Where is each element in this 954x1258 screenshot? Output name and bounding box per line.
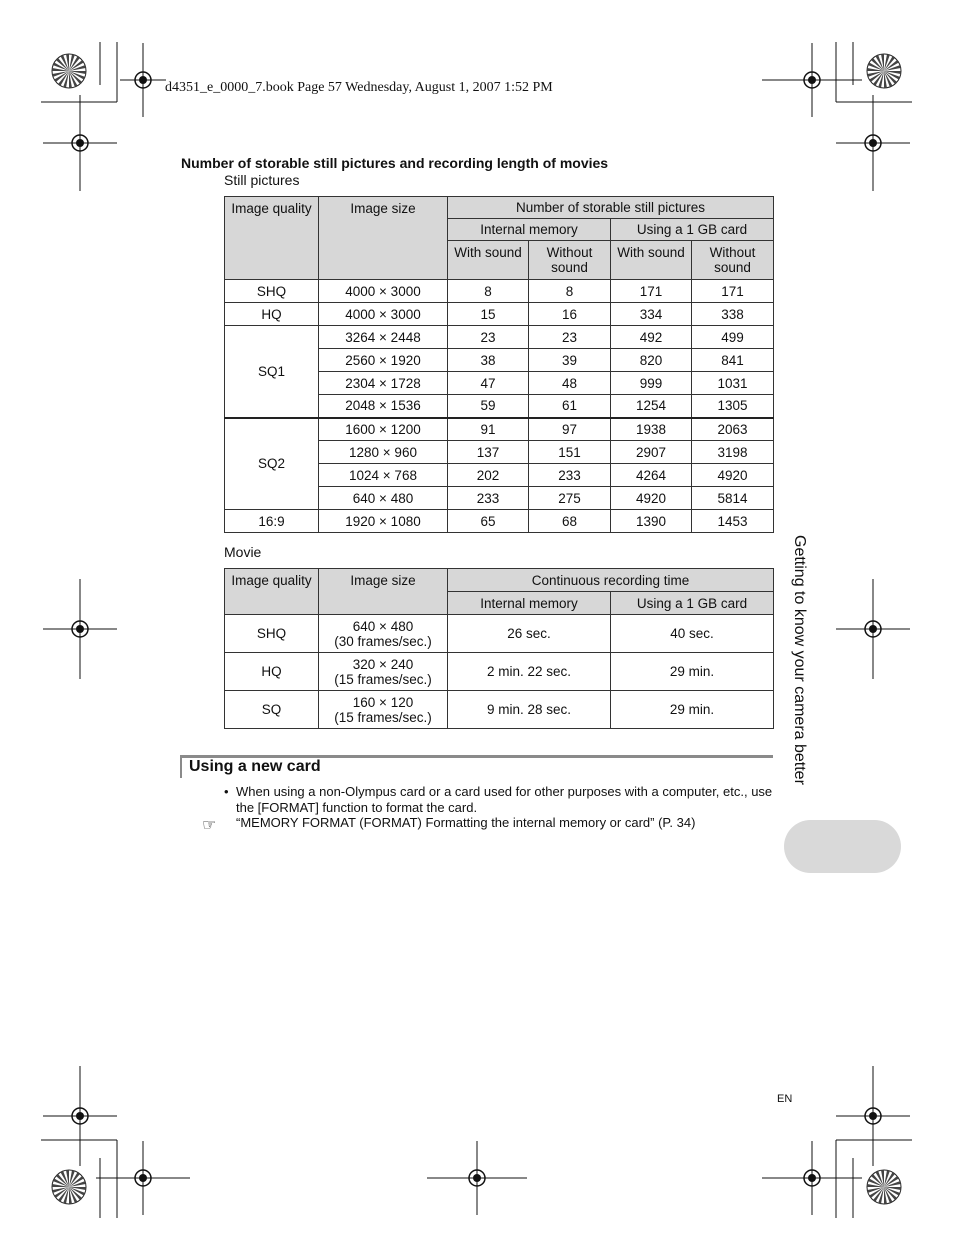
cell-count: 48 — [529, 372, 611, 395]
col-header-with-sound: With sound — [611, 241, 692, 280]
cell-count: 1031 — [692, 372, 774, 395]
cell-count: 1390 — [611, 510, 692, 533]
col-header-continuous-time: Continuous recording time — [448, 569, 774, 592]
cell-count: 1254 — [611, 395, 692, 418]
section-rule-marker — [180, 758, 182, 778]
cell-count: 15 — [448, 303, 529, 326]
cell-count: 171 — [692, 280, 774, 303]
cell-count: 4264 — [611, 464, 692, 487]
cell-count: 1453 — [692, 510, 774, 533]
table-row — [225, 615, 774, 653]
cell-size: 1280 × 960 — [319, 441, 448, 464]
cell-count: 999 — [611, 372, 692, 395]
cell-count: 1938 — [611, 418, 692, 441]
table-row — [225, 326, 774, 349]
col-header-1gb-card: Using a 1 GB card — [611, 219, 774, 241]
cell-quality: SHQ — [225, 280, 319, 303]
crosshair-dot — [76, 625, 84, 633]
new-card-note: When using a non-Olympus card or a card used for other purposes with a computer, etc., use the [FORMAT] function to format the card. — [236, 784, 773, 815]
crosshair-dot — [473, 1174, 481, 1182]
col-header-image-size: Image size — [319, 197, 448, 280]
cell-count: 91 — [448, 418, 529, 441]
cell-count: 1305 — [692, 395, 774, 418]
cell-size-framerate: (15 frames/sec.) — [334, 671, 432, 687]
cell-count: 8 — [529, 280, 611, 303]
cell-size-dimensions: 320 × 240 — [352, 656, 414, 672]
col-header-without-sound: Without sound — [529, 241, 611, 280]
cell-count: 499 — [692, 326, 774, 349]
section-title: Number of storable still pictures and recording length of movies — [181, 155, 609, 171]
col-header-with-sound: With sound — [448, 241, 529, 280]
cell-quality: SQ — [225, 691, 319, 729]
cell-size: 640 × 480 — [319, 487, 448, 510]
cell-count: 334 — [611, 303, 692, 326]
bullet-dot: • — [224, 784, 229, 799]
cell-size-dimensions: 640 × 480 — [352, 618, 414, 634]
cell-count: 275 — [529, 487, 611, 510]
crosshair-dot — [139, 1174, 147, 1182]
col-header-1gb-card: Using a 1 GB card — [611, 592, 774, 615]
cell-quality: SQ1 — [225, 326, 319, 418]
cell-count: 2063 — [692, 418, 774, 441]
cell-count: 233 — [448, 487, 529, 510]
crosshair-dot — [76, 1112, 84, 1120]
cell-size: 2560 × 1920 — [319, 349, 448, 372]
crosshair-dot — [76, 139, 84, 147]
cell-count: 202 — [448, 464, 529, 487]
cell-recording-time: 29 min. — [611, 653, 774, 691]
crosshair-dot — [869, 1112, 877, 1120]
cell-count: 2907 — [611, 441, 692, 464]
col-header-internal-memory: Internal memory — [448, 219, 611, 241]
col-header-image-size: Image size — [319, 569, 448, 615]
cell-size: 4000 × 3000 — [319, 280, 448, 303]
crosshair-dot — [869, 625, 877, 633]
print-header: d4351_e_0000_7.book Page 57 Wednesday, August 1, 2007 1:52 PM — [165, 80, 553, 95]
cell-count: 820 — [611, 349, 692, 372]
cell-count: 65 — [448, 510, 529, 533]
page-reference-link[interactable]: “MEMORY FORMAT (FORMAT) Formatting the internal memory or card” (P. 34) — [236, 815, 696, 830]
cell-recording-time: 26 sec. — [448, 615, 611, 653]
crosshair-dot — [808, 1174, 816, 1182]
table-row — [225, 510, 774, 533]
col-header-without-sound: Without sound — [692, 241, 774, 280]
cell-size: 1024 × 768 — [319, 464, 448, 487]
table-row — [225, 418, 774, 441]
cell-count: 23 — [448, 326, 529, 349]
crosshair-dot — [869, 139, 877, 147]
cell-count: 841 — [692, 349, 774, 372]
language-code: EN — [777, 1093, 793, 1105]
crosshair-dot — [808, 76, 816, 84]
table-row — [225, 653, 774, 691]
cell-quality: SQ2 — [225, 418, 319, 510]
cell-quality: HQ — [225, 303, 319, 326]
cell-recording-time: 2 min. 22 sec. — [448, 653, 611, 691]
cell-size: 1920 × 1080 — [319, 510, 448, 533]
col-header-storable: Number of storable still pictures — [448, 197, 774, 219]
cell-count: 3198 — [692, 441, 774, 464]
movie-label: Movie — [224, 544, 262, 560]
cell-size: 2048 × 1536 — [319, 395, 448, 418]
still-pictures-table — [224, 196, 774, 533]
cell-count: 47 — [448, 372, 529, 395]
cell-count: 4920 — [611, 487, 692, 510]
cell-count: 16 — [529, 303, 611, 326]
cell-count: 97 — [529, 418, 611, 441]
cell-size-framerate: (15 frames/sec.) — [334, 709, 432, 725]
cell-count: 8 — [448, 280, 529, 303]
cell-count: 23 — [529, 326, 611, 349]
cell-recording-time: 9 min. 28 sec. — [448, 691, 611, 729]
cell-count: 38 — [448, 349, 529, 372]
table-row — [225, 691, 774, 729]
cell-count: 5814 — [692, 487, 774, 510]
crosshair-dot — [139, 76, 147, 84]
col-header-image-quality: Image quality — [225, 569, 319, 615]
cell-size: 3264 × 2448 — [319, 326, 448, 349]
cell-size: 1600 × 1200 — [319, 418, 448, 441]
cell-count: 4920 — [692, 464, 774, 487]
table-row — [225, 303, 774, 326]
cell-quality: 16:9 — [225, 510, 319, 533]
cell-quality: HQ — [225, 653, 319, 691]
new-card-heading: Using a new card — [189, 758, 321, 775]
cell-recording-time: 40 sec. — [611, 615, 774, 653]
cell-count: 137 — [448, 441, 529, 464]
cell-count: 39 — [529, 349, 611, 372]
reference-hand-icon: ☞ — [202, 817, 217, 834]
cell-size-dimensions: 160 × 120 — [352, 694, 414, 710]
cell-size: 4000 × 3000 — [319, 303, 448, 326]
cell-size — [319, 653, 448, 691]
table-row — [225, 280, 774, 303]
still-pictures-label: Still pictures — [224, 172, 300, 188]
cell-size-framerate: (30 frames/sec.) — [334, 633, 432, 649]
cell-recording-time: 29 min. — [611, 691, 774, 729]
cell-count: 61 — [529, 395, 611, 418]
cell-count: 171 — [611, 280, 692, 303]
cell-size — [319, 691, 448, 729]
chapter-side-label: Getting to know your camera better — [791, 535, 808, 785]
chapter-tab — [784, 820, 901, 873]
movie-table — [224, 568, 774, 729]
cell-size: 2304 × 1728 — [319, 372, 448, 395]
col-header-image-quality: Image quality — [225, 197, 319, 280]
cell-count: 68 — [529, 510, 611, 533]
col-header-internal-memory: Internal memory — [448, 592, 611, 615]
cell-count: 59 — [448, 395, 529, 418]
cell-count: 492 — [611, 326, 692, 349]
cell-count: 338 — [692, 303, 774, 326]
cell-count: 233 — [529, 464, 611, 487]
cell-quality: SHQ — [225, 615, 319, 653]
cell-count: 151 — [529, 441, 611, 464]
cell-size — [319, 615, 448, 653]
